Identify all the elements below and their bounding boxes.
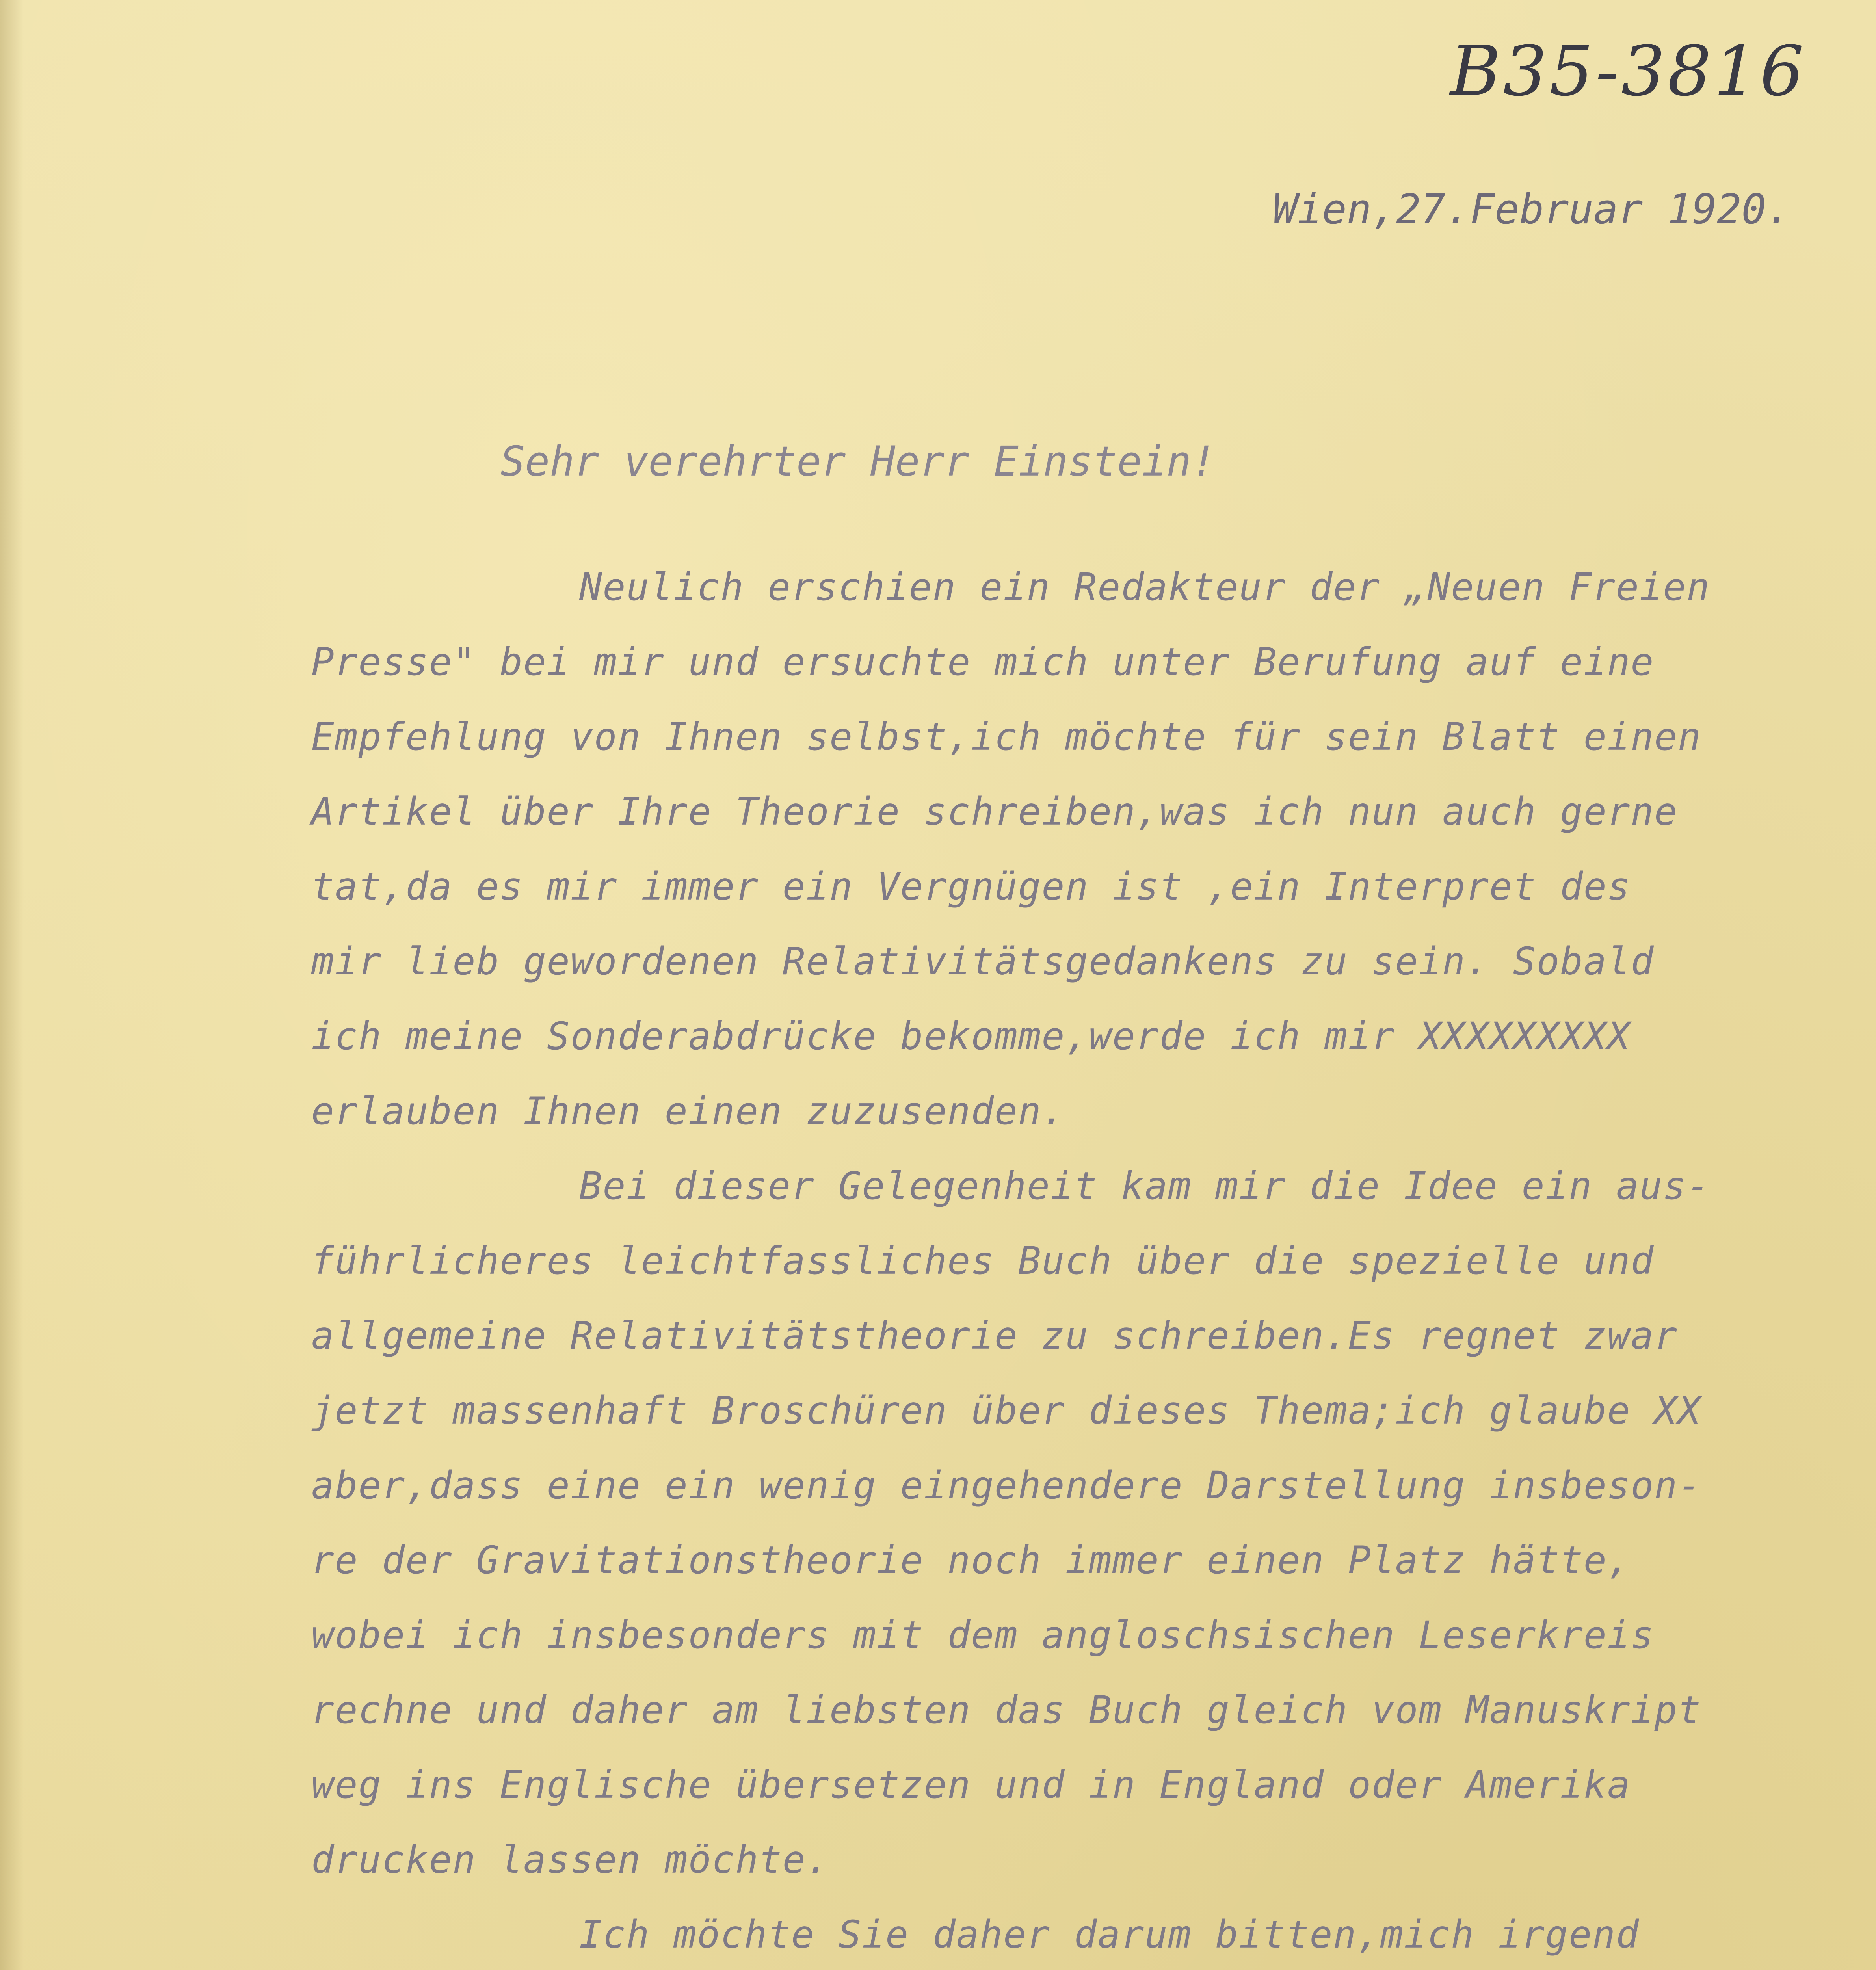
salutation: Sehr verehrter Herr Einstein!: [500, 437, 1216, 485]
archive-number: B35-3816: [1450, 32, 1806, 112]
page-edge-shadow: [0, 0, 24, 1970]
letter-body: [311, 550, 1860, 1970]
text-line: Neulich erschien ein Redakteur der „Neuen Freien: [579, 565, 1711, 609]
text-line: jetzt massenhaft Broschüren über dieses Thema;ich glaube XX: [311, 1388, 1702, 1433]
text-line: führlicheres leichtfassliches Buch über die spezielle und: [311, 1239, 1655, 1283]
text-line: Artikel über Ihre Theorie schreiben,was ich nun auch gerne: [311, 790, 1678, 834]
text-line: weg ins Englische übersetzen und in England oder Amerika: [311, 1763, 1631, 1807]
text-line: ich meine Sonderabdrücke bekomme,werde ich mir XXXXXXXXX: [311, 1014, 1631, 1058]
text-line: mir lieb gewordenen Relativitätsgedankens zu sein. Sobald: [311, 939, 1655, 983]
text-line: tat,da es mir immer ein Vergnügen ist ,ein Interpret des: [311, 864, 1631, 909]
text-line: Ich möchte Sie daher darum bitten,mich irgend: [579, 1912, 1640, 1957]
text-line: re der Gravitationstheorie noch immer einen Platz hätte,: [311, 1538, 1631, 1582]
text-line: erlauben Ihnen einen zuzusenden.: [311, 1089, 1065, 1133]
text-line: aber,dass eine ein wenig eingehendere Darstellung insbeson-: [311, 1463, 1702, 1507]
text-line: wobei ich insbesonders mit dem angloschsischen Leserkreis: [311, 1613, 1655, 1657]
text-line: drucken lassen möchte.: [311, 1838, 830, 1882]
text-line: Empfehlung von Ihnen selbst,ich möchte für sein Blatt einen: [311, 715, 1702, 759]
letter-date: Wien,27.Februar 1920.: [1273, 185, 1791, 233]
text-line: allgemeine Relativitätstheorie zu schreiben.Es regnet zwar: [311, 1314, 1678, 1358]
text-line: Bei dieser Gelegenheit kam mir die Idee ein aus-: [579, 1164, 1711, 1208]
text-line: Presse" bei mir und ersuchte mich unter Berufung auf eine: [311, 640, 1655, 684]
text-line: rechne und daher am liebsten das Buch gleich vom Manuskript: [311, 1688, 1702, 1732]
